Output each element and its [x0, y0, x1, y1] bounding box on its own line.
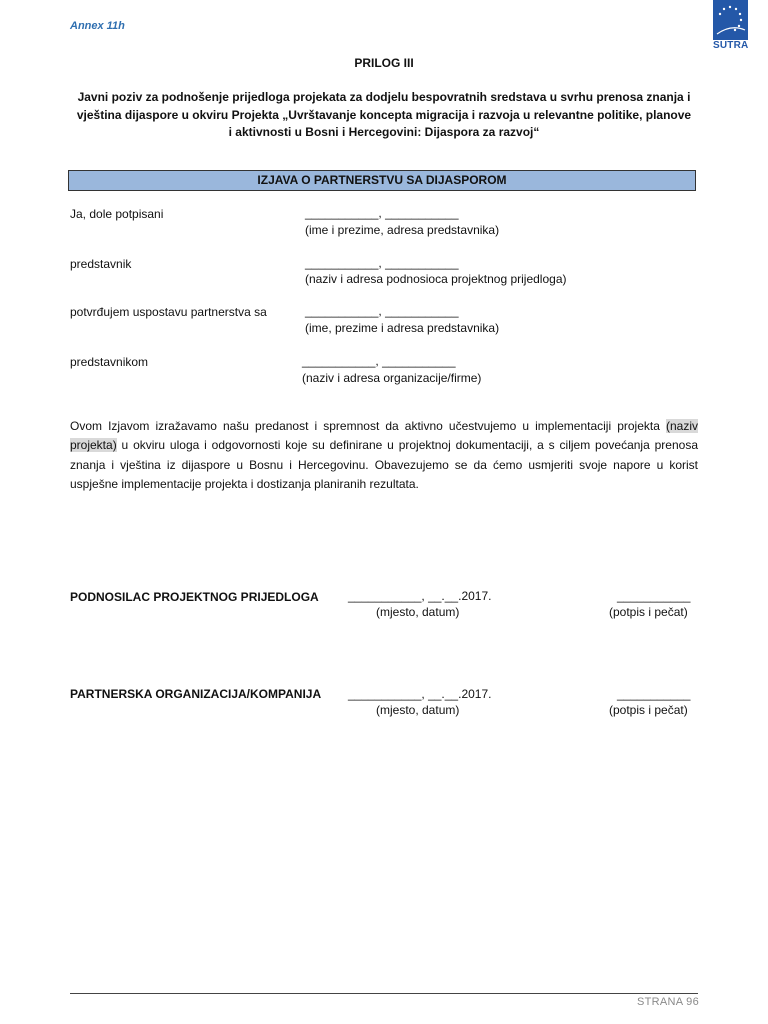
sign-hint-partner: (potpis i pečat) [609, 703, 688, 717]
logo-text: SUTRA [713, 40, 749, 51]
subtitle-line: i aktivnosti u Bosni i Hercegovini: Dijaspora za razvoj“ [228, 125, 540, 139]
sutra-logo [713, 0, 748, 40]
project-name-placeholder: (naziv projekta) [70, 419, 698, 453]
date-blank-partner[interactable]: ___________, __.__.2017. [348, 687, 492, 701]
form-blank-signatory[interactable]: ___________, ___________ [305, 206, 459, 220]
footer-divider [70, 993, 698, 994]
sign-blank-partner[interactable]: ___________ [617, 687, 691, 701]
signature-label-partner: PARTNERSKA ORGANIZACIJA/KOMPANIJA [70, 687, 322, 701]
subtitle-line: Javni poziv za podnošenje prijedloga projekata za dodjelu bespovratnih sredstava u svrhu prenosa znanja i [77, 90, 691, 104]
statement-text: u okviru uloga i odgovornosti koje su definirane u projektnoj dokumentaciji, a s ciljem povećanja prenosa znanja i vještina iz dijaspore u Bosnu i Hercegovinu. Obavezujemo se da ćemo usmjeriti svoje napore u korist uspješne implementacije projekta i dostizanja planiranih rezultata. [70, 438, 698, 491]
form-hint-organization: (naziv i adresa organizacije/firme) [302, 371, 482, 385]
form-label-representative: predstavnik [70, 257, 132, 271]
date-hint-partner: (mjesto, datum) [376, 703, 460, 717]
page-number: STRANA 96 [636, 996, 699, 1008]
annex-label: Annex 11h [70, 20, 125, 32]
section-banner: IZJAVA O PARTNERSTVU SA DIJASPOROM [68, 170, 696, 191]
form-hint-partnership: (ime, prezime i adresa predstavnika) [305, 321, 500, 335]
form-hint-signatory: (ime i prezime, adresa predstavnika) [305, 223, 500, 237]
form-hint-representative: (naziv i adresa podnosioca projektnog prijedloga) [305, 272, 567, 286]
form-blank-organization[interactable]: ___________, ___________ [302, 354, 456, 368]
sign-blank-applicant[interactable]: ___________ [617, 589, 691, 603]
form-blank-partnership[interactable]: ___________, ___________ [305, 304, 459, 318]
eu-stars-icon [713, 0, 748, 40]
document-title: PRILOG III [354, 56, 414, 70]
statement-paragraph [70, 417, 698, 494]
sign-hint-applicant: (potpis i pečat) [609, 605, 688, 619]
form-blank-representative[interactable]: ___________, ___________ [305, 256, 459, 270]
document-subtitle [66, 89, 702, 142]
subtitle-line: vještina dijaspore u okviru Projekta „Uvrštavanje koncepta migracija i razvoja u relevantne politike, planove [76, 107, 692, 122]
date-hint-applicant: (mjesto, datum) [376, 605, 460, 619]
form-label-signatory: Ja, dole potpisani [70, 207, 164, 221]
form-label-partnership: potvrđujem uspostavu partnerstva sa [70, 305, 267, 319]
date-blank-applicant[interactable]: ___________, __.__.2017. [348, 589, 492, 603]
signature-label-applicant: PODNOSILAC PROJEKTNOG PRIJEDLOGA [70, 590, 319, 604]
statement-text: Ovom Izjavom izražavamo našu predanost i spremnost da aktivno učestvujemo u implementaciji projekta [70, 419, 666, 433]
form-label-organization: predstavnikom [70, 355, 149, 369]
